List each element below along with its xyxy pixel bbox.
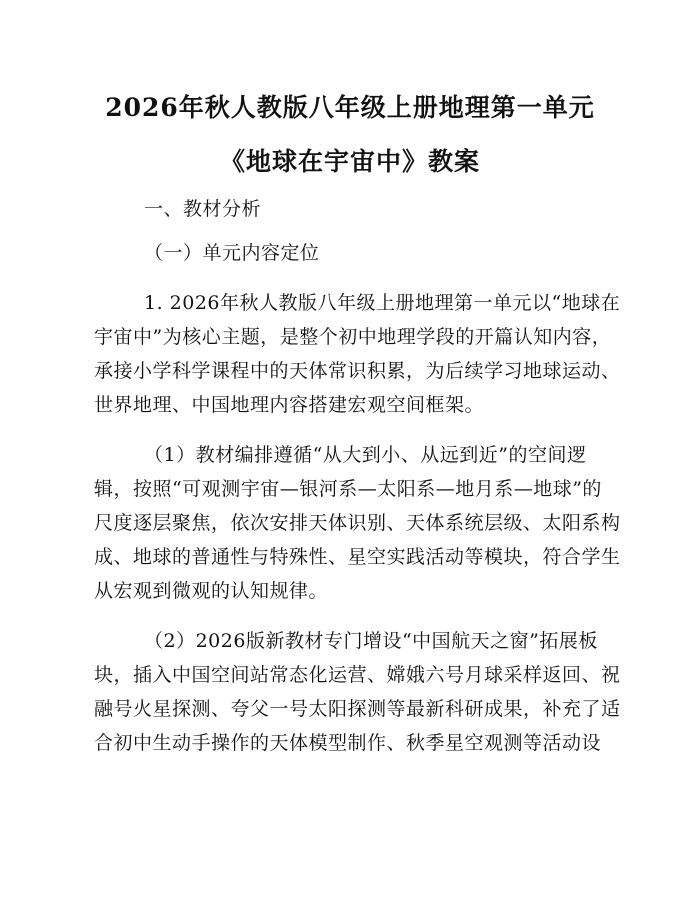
document-title-line2: 《地球在宇宙中》教案 [219,147,480,176]
para1-line1: 1. 2026年秋人教版八年级上册地理第一单元以“地球在 [144,292,621,314]
para3-line3: 融号火星探测、夸父一号太阳探测等最新科研成果，补充了适 [94,698,621,720]
para1-line2: 宇宙中”为核心主题，是整个初中地理学段的开篇认知内容， [94,326,612,348]
para2-line2: 辑，按照“可观测宇宙—银河系—太阳系—地月系—地球”的 [94,478,602,500]
para2-line3: 尺度逐层聚焦，依次安排天体识别、天体系统层级、太阳系构 [94,512,621,534]
para3-line4: 合初中生动手操作的天体模型制作、秋季星空观测等活动设 [94,732,602,754]
para3-line2: 块，插入中国空间站常态化运营、嫦娥六号月球采样返回、祝 [94,664,621,686]
document-title-line1: 2026年秋人教版八年级上册地理第一单元 [105,93,595,122]
para2-line4: 成、地球的普通性与特殊性、星空实践活动等模块，符合学生 [94,546,621,568]
para1-line3: 承接小学科学课程中的天体常识积累，为后续学习地球运动、 [94,360,621,382]
para2-line1: （1）教材编排遵循“从大到小、从远到近”的空间逻 [144,444,587,466]
para1-line4: 世界地理、中国地理内容搭建宏观空间框架。 [94,394,485,416]
para2-line5: 从宏观到微观的认知规律。 [94,580,329,602]
para3-line1: （2）2026版新教材专门增设“中国航天之窗”拓展板 [144,630,598,652]
section-heading-1: 一、教材分析 [144,198,262,220]
subsection-heading: （一）单元内容定位 [144,242,320,264]
